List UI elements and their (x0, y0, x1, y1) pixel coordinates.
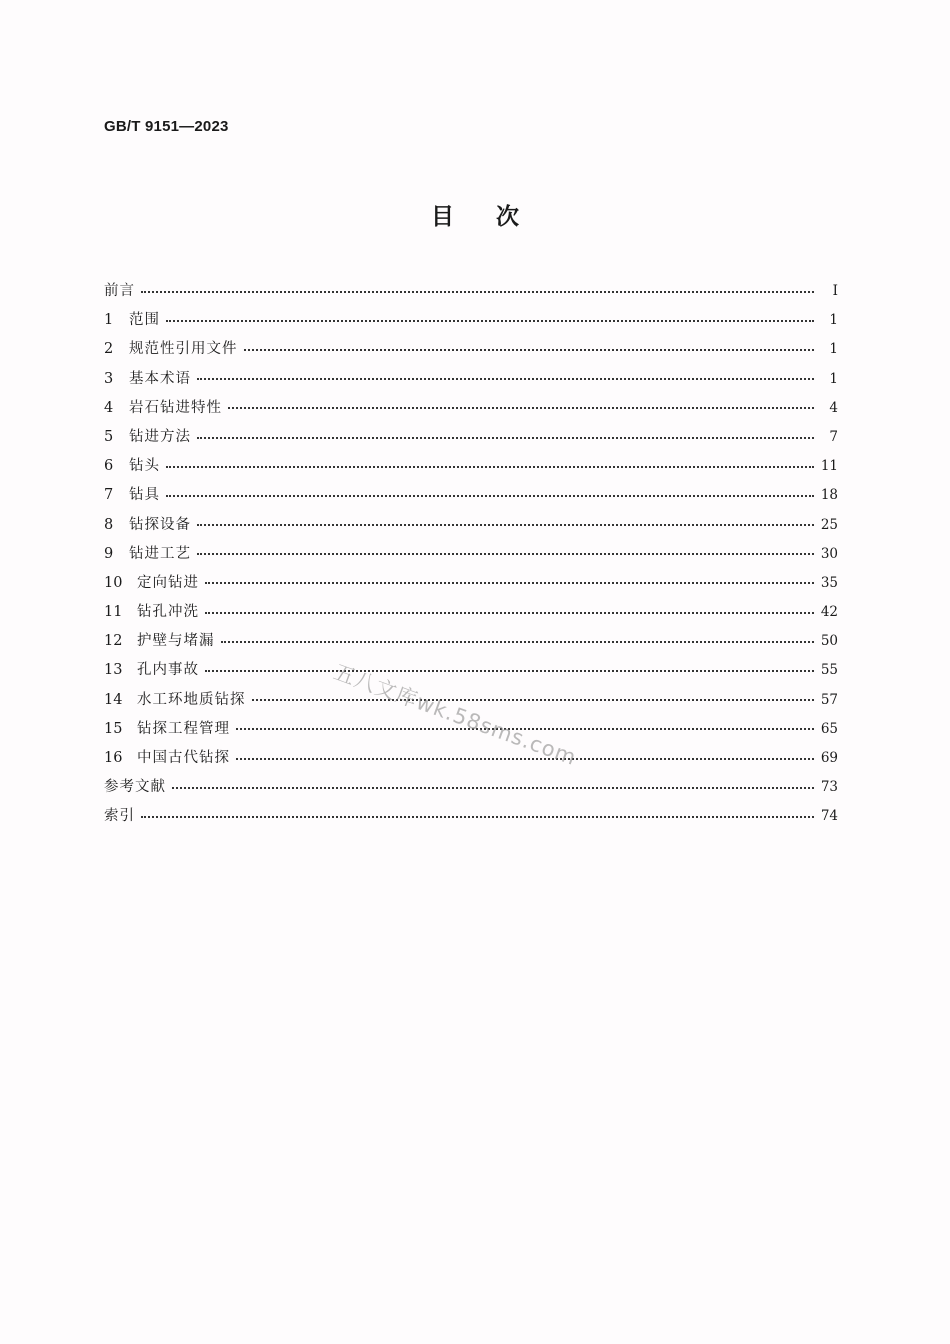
toc-entry-7[interactable] (104, 481, 838, 510)
toc-page: Ⅰ (832, 283, 838, 299)
toc-number: 6 (104, 458, 114, 475)
toc-number: 14 (104, 691, 123, 708)
toc-entry-9[interactable] (104, 540, 838, 569)
title-char-2: 次 (496, 204, 519, 230)
toc-number: 13 (104, 662, 123, 679)
toc-entry-3[interactable] (104, 365, 838, 394)
toc-number: 10 (104, 574, 123, 591)
toc-number: 2 (104, 341, 114, 358)
toc-label: 定向钻进 (137, 574, 199, 591)
dot-leader (166, 495, 814, 497)
toc-label: 范围 (129, 312, 160, 329)
dot-leader (166, 466, 814, 468)
toc-entry-16[interactable] (104, 744, 838, 773)
toc-number: 12 (104, 633, 123, 650)
toc-page: 50 (820, 633, 838, 650)
toc-page: 65 (820, 720, 838, 737)
standard-code: GB/T 9151—2023 (104, 118, 229, 135)
dot-leader (141, 816, 814, 818)
toc-entry-1[interactable] (104, 306, 838, 335)
toc-label: 基本术语 (129, 370, 191, 387)
title-char-1: 目 (431, 204, 454, 230)
dot-leader (197, 378, 814, 380)
toc-page: 35 (820, 574, 838, 591)
toc-page: 69 (820, 750, 838, 766)
page-title (0, 198, 950, 231)
toc-entry-preface[interactable] (104, 277, 838, 306)
toc-entry-6[interactable] (104, 452, 838, 481)
dot-leader (252, 699, 815, 701)
dot-leader (228, 407, 814, 409)
toc-entry-2[interactable] (104, 335, 838, 364)
toc-label: 索引 (104, 808, 135, 825)
toc-page: 42 (820, 604, 838, 621)
dot-leader (172, 787, 814, 789)
toc-page: 4 (829, 399, 838, 416)
dot-leader (205, 582, 814, 584)
toc-entry-references[interactable] (104, 773, 838, 802)
toc-label: 岩石钻进特性 (129, 399, 222, 416)
toc-number: 15 (104, 720, 123, 737)
dot-leader (197, 553, 814, 555)
toc-label: 水工环地质钻探 (137, 691, 246, 708)
toc-number: 5 (104, 428, 114, 445)
toc-label: 参考文献 (104, 779, 166, 796)
toc-number: 11 (104, 604, 123, 621)
dot-leader (244, 349, 815, 351)
toc-number: 7 (104, 487, 114, 504)
toc-entry-index[interactable] (104, 802, 838, 831)
table-of-contents (104, 277, 838, 832)
dot-leader (166, 320, 814, 322)
toc-page: 74 (820, 808, 838, 825)
toc-page: 73 (820, 779, 838, 796)
toc-label: 护壁与堵漏 (137, 633, 215, 650)
toc-page: 1 (829, 370, 838, 387)
toc-page: 25 (820, 516, 838, 533)
toc-entry-10[interactable] (104, 569, 838, 598)
toc-entry-13[interactable] (104, 656, 838, 685)
toc-entry-4[interactable] (104, 394, 838, 423)
toc-page: 7 (829, 428, 838, 445)
dot-leader (197, 524, 814, 526)
dot-leader (197, 437, 814, 439)
toc-label: 规范性引用文件 (129, 341, 238, 358)
toc-label: 孔内事故 (137, 662, 199, 679)
toc-number: 16 (104, 750, 123, 766)
toc-label: 钻进工艺 (129, 545, 191, 562)
toc-label: 钻孔冲洗 (137, 604, 199, 621)
toc-entry-8[interactable] (104, 511, 838, 540)
toc-label: 钻头 (129, 458, 160, 475)
toc-label: 中国古代钻探 (137, 750, 230, 766)
dot-leader (236, 758, 814, 760)
toc-label: 钻探工程管理 (137, 720, 230, 737)
toc-page: 30 (820, 545, 838, 562)
dot-leader (141, 291, 814, 293)
toc-entry-5[interactable] (104, 423, 838, 452)
toc-page: 1 (829, 312, 838, 329)
toc-number: 3 (104, 370, 114, 387)
toc-label: 前言 (104, 283, 135, 299)
toc-number: 9 (104, 545, 114, 562)
toc-label: 钻探设备 (129, 516, 191, 533)
dot-leader (205, 612, 814, 614)
toc-entry-12[interactable] (104, 627, 838, 656)
toc-label: 钻进方法 (129, 428, 191, 445)
toc-number: 4 (104, 399, 114, 416)
toc-entry-11[interactable] (104, 598, 838, 627)
toc-page: 55 (820, 662, 838, 679)
watermark: 五八文库wk.58sms.com (330, 659, 580, 771)
dot-leader (205, 670, 814, 672)
toc-page: 1 (829, 341, 838, 358)
dot-leader (221, 641, 815, 643)
toc-label: 钻具 (129, 487, 160, 504)
toc-number: 8 (104, 516, 114, 533)
toc-number: 1 (104, 312, 114, 329)
toc-page: 11 (820, 458, 838, 475)
toc-page: 57 (820, 691, 838, 708)
toc-page: 18 (820, 487, 838, 504)
